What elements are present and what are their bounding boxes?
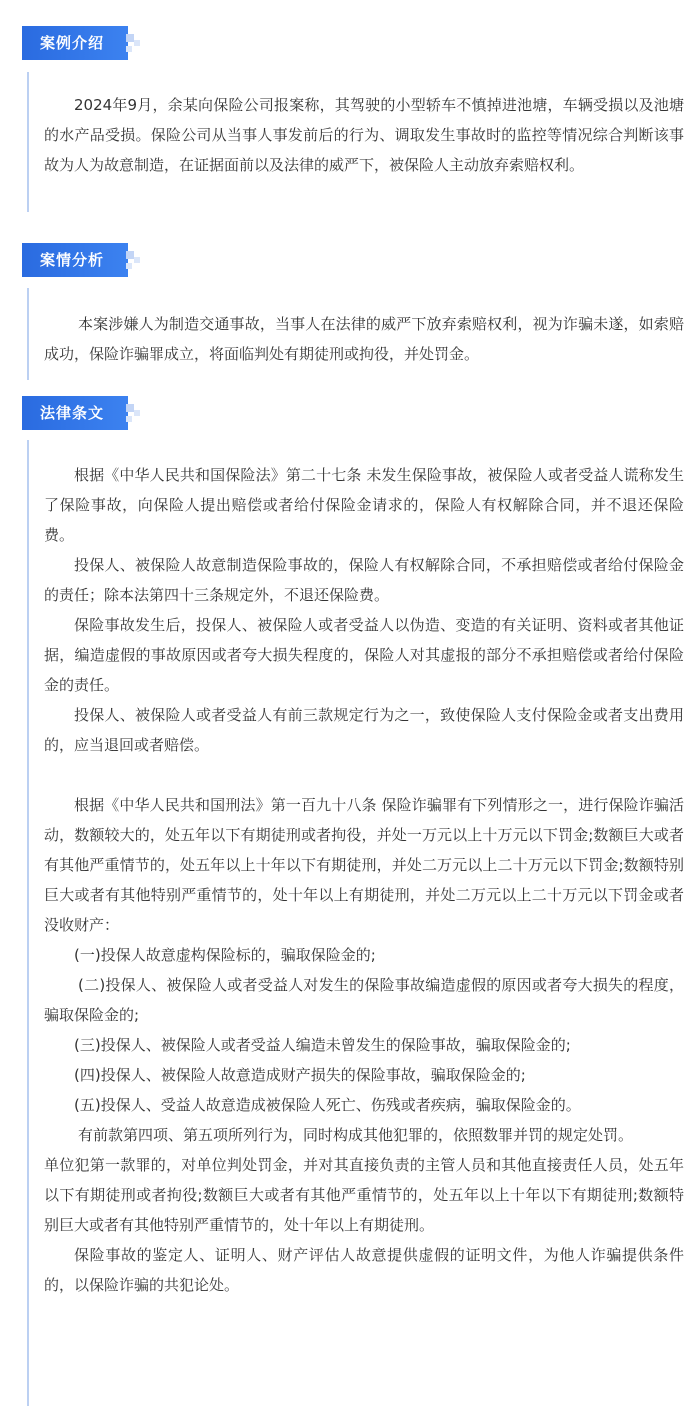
paragraph: 本案涉嫌人为制造交通事故，当事人在法律的威严下放弃索赔权利，视为诈骗未遂，如索赔成功，保险诈骗罪成立，将面临判处有期徒刑或拘役，并处罚金。 (44, 315, 684, 363)
paragraph: 根据《中华人民共和国刑法》第一百九十八条 保险诈骗罪有下列情形之一，进行保险诈骗活动，数额较大的，处五年以下有期徒刑或者拘役，并处一万元以上十万元以下罚金;数额巨大或者有其他严重情节的，处五年以上十年以下有期徒刑，并处二万元以上二十万元以下罚金;数额特别巨大或者有其他特别严重情节的，处十年以上有期徒刑，并处二万元以上二十万元以下罚金或者没收财产： (44, 796, 684, 934)
paragraph: 投保人、被保险人故意制造保险事故的，保险人有权解除合同，不承担赔偿或者给付保险金的责任；除本法第四十三条规定外，不退还保险费。 (44, 556, 684, 604)
section-header-case-analysis (22, 243, 134, 277)
list-item: (四)投保人、被保险人故意造成财产损失的保险事故，骗取保险金的; (74, 1066, 526, 1084)
paragraph: 有前款第四项、第五项所列行为，同时构成其他犯罪的，依照数罪并罚的规定处罚。 (78, 1126, 634, 1144)
list-item: (三)投保人、被保险人或者受益人编造未曾发生的保险事故，骗取保险金的; (74, 1036, 571, 1054)
section-content-case-intro (44, 90, 684, 180)
paragraph: 根据《中华人民共和国保险法》第二十七条 未发生保险事故，被保险人或者受益人谎称发生了保险事故，向保险人提出赔偿或者给付保险金请求的，保险人有权解除合同，并不退还保险费。 (44, 466, 684, 544)
section-content-case-analysis (44, 309, 684, 369)
section-header-legal-provisions (22, 396, 134, 430)
paragraph: 保险事故发生后，投保人、被保险人或者受益人以伪造、变造的有关证明、资料或者其他证据，编造虚假的事故原因或者夸大损失程度的，保险人对其虚报的部分不承担赔偿或者给付保险金的责任。 (44, 616, 684, 694)
list-item: (二)投保人、被保险人或者受益人对发生的保险事故编造虚假的原因或者夸大损失的程度，骗取保险金的; (44, 976, 684, 1024)
section-divider-line (27, 72, 29, 212)
section-divider-line (27, 288, 29, 380)
section-content-legal-provisions (44, 460, 684, 1300)
section-divider-line (27, 440, 29, 1406)
paragraph: 投保人、被保险人或者受益人有前三款规定行为之一，致使保险人支付保险金或者支出费用的，应当退回或者赔偿。 (44, 706, 684, 754)
paragraph: 2024年9月，余某向保险公司报案称，其驾驶的小型轿车不慎掉进池塘，车辆受损以及池塘的水产品受损。保险公司从当事人事发前后的行为、调取发生事故时的监控等情况综合判断该事故为人为故意制造，在证据面前以及法律的威严下，被保险人主动放弃索赔权利。 (44, 96, 684, 174)
section-title: 案例介绍 (40, 34, 105, 52)
section-title: 法律条文 (40, 404, 105, 422)
paragraph: 单位犯第一款罪的，对单位判处罚金，并对其直接负责的主管人员和其他直接责任人员，处五年以下有期徒刑或者拘役;数额巨大或者有其他严重情节的，处五年以上十年以下有期徒刑;数额特别巨大或者有其他特别严重情节的，处十年以上有期徒刑。 (44, 1156, 684, 1234)
list-item: (一)投保人故意虚构保险标的，骗取保险金的; (74, 946, 376, 964)
section-title: 案情分析 (40, 251, 105, 269)
spacer (44, 760, 684, 790)
list-item: (五)投保人、受益人故意造成被保险人死亡、伤残或者疾病，骗取保险金的。 (74, 1096, 581, 1114)
paragraph: 保险事故的鉴定人、证明人、财产评估人故意提供虚假的证明文件，为他人诈骗提供条件的，以保险诈骗的共犯论处。 (44, 1246, 684, 1294)
section-header-case-intro (22, 26, 134, 60)
